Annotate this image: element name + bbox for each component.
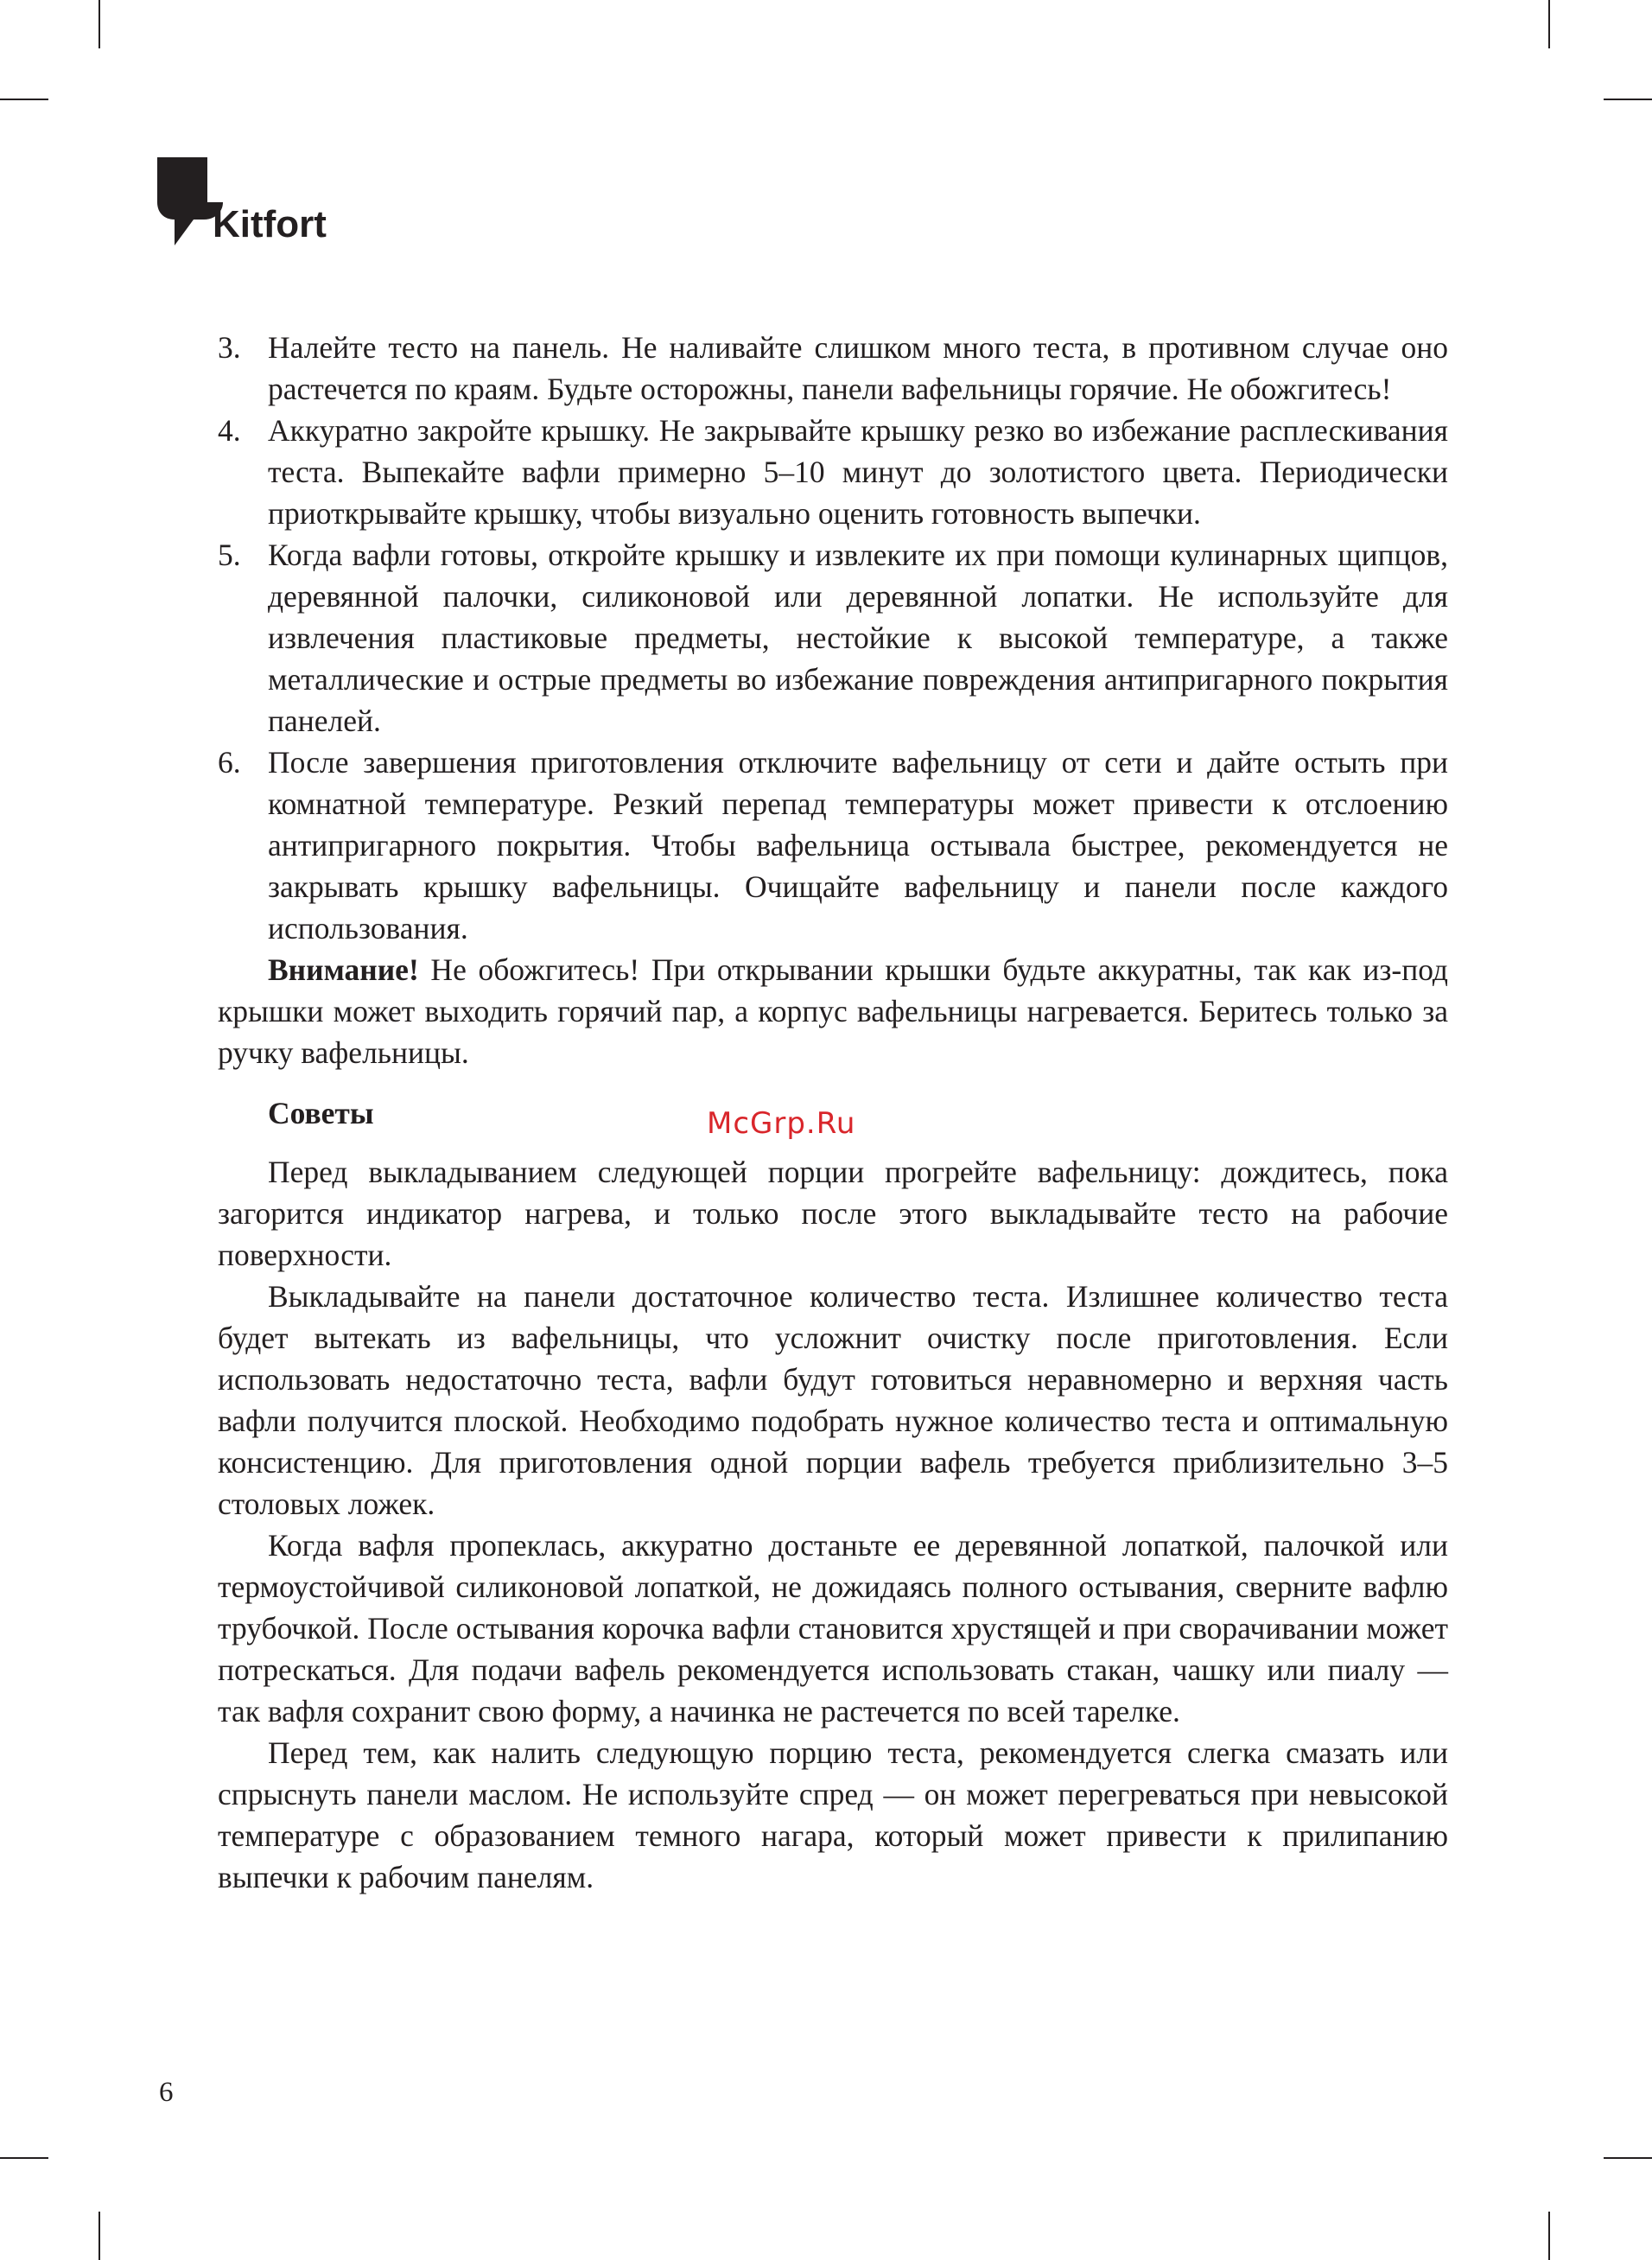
watermark: McGrp.Ru — [707, 1106, 856, 1141]
crop-mark-right-bottom — [1604, 2157, 1652, 2159]
step-text: Аккуратно закройте крышку. Не закрывайте крышку резко во избежание расплескивания теста. Выпекайте вафли примерно 5–10 минут до золотистого цвета. Периодически приоткрывайте крышку, чтобы визуально оценить готовность выпечки. — [268, 413, 1448, 531]
crop-mark-right-top — [1604, 99, 1652, 100]
warning-paragraph — [218, 949, 1448, 1073]
crop-mark-left-top — [0, 99, 48, 100]
tips-paragraph: Перед тем, как налить следующую порцию теста, рекомендуется слегка смазать или спрыснуть панели маслом. Не используйте спред — он может перегреваться при невысокой температуре с образованием темного нагара, который может привести к прилипанию выпечки к рабочим панелям. — [218, 1735, 1448, 1894]
step-number: 3. — [218, 330, 241, 365]
crop-mark-left-bottom — [0, 2157, 48, 2159]
tips-paragraph: Выкладывайте на панели достаточное количество теста. Излишнее количество теста будет вытекать из вафельницы, что усложнит очистку после приготовления. Если использовать недостаточно теста, вафли будут готовиться неравномерно и верхняя часть вафли получится плоской. Необходимо подобрать нужное количество теста и оптимальную консистенцию. Для приготовления одной порции вафель требуется приблизительно 3–5 столовых ложек. — [218, 1279, 1448, 1521]
page-number: 6 — [159, 2077, 174, 2108]
brand-logo — [157, 157, 365, 252]
crop-mark-top-left — [98, 0, 100, 48]
steps-list — [218, 327, 1448, 949]
step-text: Когда вафли готовы, откройте крышку и извлеките их при помощи кулинарных щипцов, деревянной палочки, силиконовой или деревянной лопатки. Не используйте для извлечения пластиковые предметы, нестойкие к высокой температуре, а также металлические и острые предметы во избежание повреждения антипригарного покрытия панелей. — [268, 538, 1448, 738]
list-item — [218, 742, 1448, 949]
list-item — [218, 410, 1448, 534]
list-item — [218, 327, 1448, 410]
crop-mark-bottom-right — [1548, 2212, 1550, 2260]
crop-mark-top-right — [1548, 0, 1550, 48]
crop-mark-bottom-left — [98, 2212, 100, 2260]
brand-name: Kitfort — [213, 203, 327, 245]
tips-paragraph: Перед выкладыванием следующей порции прогрейте вафельницу: дождитесь, пока загорится индикатор нагрева, и только после этого выкладывайте тесто на рабочие поверхности. — [218, 1155, 1448, 1272]
list-item — [218, 534, 1448, 742]
tips-title: Советы — [268, 1096, 374, 1130]
warning-text: Не обожгитесь! При открывании крышки будьте аккуратны, так как из-под крышки может выходить горячий пар, а корпус вафельницы нагревается. Беритесь только за ручку вафельницы. — [218, 952, 1448, 1070]
warning-label: Внимание! — [268, 952, 419, 987]
step-number: 5. — [218, 538, 241, 572]
step-number: 6. — [218, 745, 241, 780]
step-text: После завершения приготовления отключите вафельницу от сети и дайте остыть при комнатной температуре. Резкий перепад температуры может привести к отслоению антипригарного покрытия. Чтобы вафельница остывала быстрее, рекомендуется не закрывать крышку вафельницы. Очищайте вафельницу и панели после каждого использования. — [268, 745, 1448, 945]
tips-paragraph: Когда вафля пропеклась, аккуратно достаньте ее деревянной лопаткой, палочкой или термоустойчивой силиконовой лопаткой, не дожидаясь полного остывания, сверните вафлю трубочкой. После остывания корочка вафли становится хрустящей и при сворачивании может потрескаться. Для подачи вафель рекомендуется использовать стакан, чашку или пиалу — так вафля сохранит свою форму, а начинка не растечется по всей тарелке. — [218, 1528, 1448, 1728]
step-number: 4. — [218, 413, 241, 448]
step-text: Налейте тесто на панель. Не наливайте слишком много теста, в противном случае оно растечется по краям. Будьте осторожны, панели вафельницы горячие. Не обожгитесь! — [268, 330, 1448, 406]
